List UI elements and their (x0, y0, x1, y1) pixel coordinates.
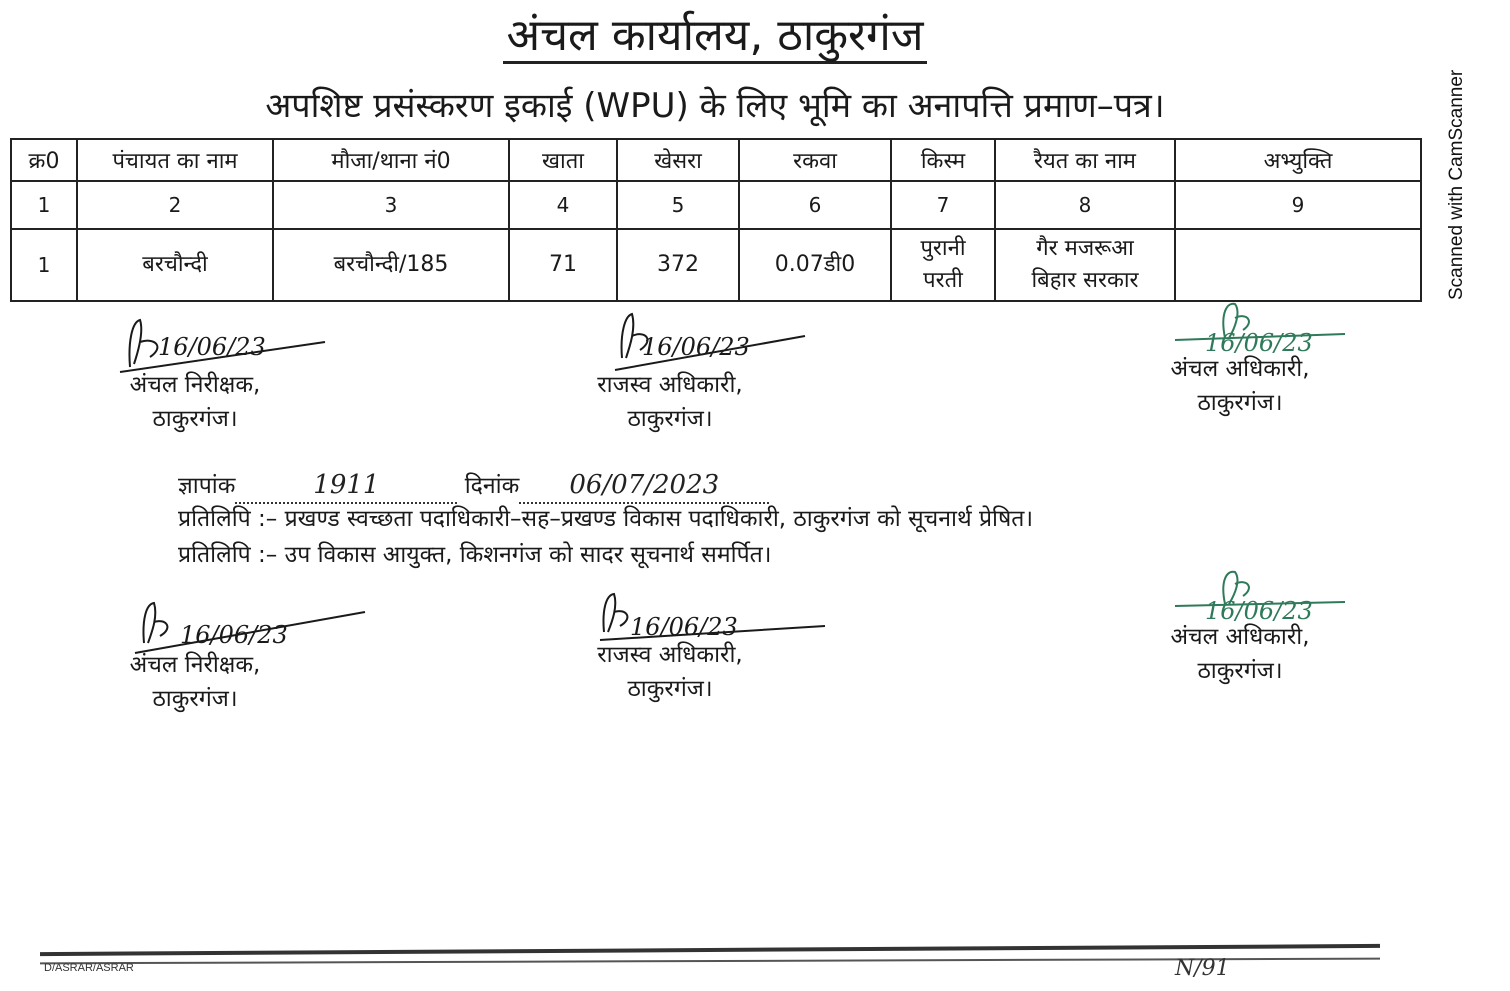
column-number: 2 (77, 181, 273, 229)
signature-place: ठाकुरगंज। (152, 406, 238, 432)
signature-place: ठाकुरगंज। (1197, 390, 1283, 416)
raiyat-line: गैर मजरूआ (1036, 236, 1134, 261)
col-header: किस्म (891, 139, 995, 181)
copy-line-1: प्रतिलिपि :– प्रखण्ड स्वच्छता पदाधिकारी–सह–प्रखण्ड विकास पदाधिकारी, ठाकुरगंज को सूचनार्थ प्रेषित। (178, 506, 1034, 532)
cell-panchayat: बरचौन्दी (77, 229, 273, 301)
column-number-row (11, 181, 1421, 229)
column-number: 6 (739, 181, 891, 229)
footer-code: D/ASRAR/ASRAR (44, 962, 134, 974)
signature-place: ठाकुरगंज। (152, 686, 238, 712)
col-header: मौजा/थाना नं0 (273, 139, 509, 181)
cell-khesra: 372 (617, 229, 739, 301)
memo-reference-line (178, 468, 769, 504)
col-header: पंचायत का नाम (77, 139, 273, 181)
column-number: 8 (995, 181, 1175, 229)
col-header: अभ्युक्ति (1175, 139, 1421, 181)
col-header: रैयत का नाम (995, 139, 1175, 181)
signature-date: 16/06/23 (180, 621, 288, 649)
col-header: क्र0 (11, 139, 77, 181)
signature-role: अंचल अधिकारी, (1170, 356, 1310, 382)
gyapank-value: 1911 (235, 468, 457, 504)
footer-handwritten-note: N/91 (1175, 956, 1230, 981)
cell-khata: 71 (509, 229, 617, 301)
land-details-table (10, 138, 1422, 302)
col-header: रकवा (739, 139, 891, 181)
dinank-label: दिनांक (464, 473, 520, 499)
scan-watermark: Scanned with CamScanner (1446, 69, 1467, 300)
cell-remarks (1175, 229, 1421, 301)
signature-block-co-bottom (1145, 566, 1335, 688)
certificate-subtitle: अपशिष्ट प्रसंस्करण इकाई (WPU) के लिए भूमि का अनापत्ति प्रमाण–पत्र। (265, 86, 1165, 126)
signature-date: 16/06/23 (158, 333, 266, 361)
footer-rule (40, 944, 1380, 956)
signature-block-inspector-top (100, 312, 290, 436)
signature-role: अंचल अधिकारी, (1170, 624, 1310, 650)
signature-date: 16/06/23 (642, 333, 750, 361)
dinank-value: 06/07/2023 (519, 468, 769, 504)
cell-sl: 1 (11, 229, 77, 301)
signature-role: अंचल निरीक्षक, (129, 652, 261, 678)
signature-role: राजस्व अधिकारी, (597, 372, 743, 398)
col-header: खाता (509, 139, 617, 181)
signature-block-revenue-bottom (570, 590, 770, 706)
office-title-text: अंचल कार्यालय, ठाकुरगंज (503, 10, 928, 64)
cell-rakwa: 0.07डी0 (739, 229, 891, 301)
column-number: 7 (891, 181, 995, 229)
signature-block-inspector-bottom (100, 598, 290, 716)
signature-block-co-top (1145, 298, 1335, 420)
signature-role: अंचल निरीक्षक, (129, 372, 261, 398)
column-number: 3 (273, 181, 509, 229)
column-number: 4 (509, 181, 617, 229)
table-header-row (11, 139, 1421, 181)
signature-date: 16/06/23 (630, 613, 738, 641)
column-number: 1 (11, 181, 77, 229)
signature-date: 16/06/23 (1205, 329, 1313, 357)
signature-place: ठाकुरगंज। (627, 676, 713, 702)
signature-role: राजस्व अधिकारी, (597, 642, 743, 668)
col-header: खेसरा (617, 139, 739, 181)
signature-block-revenue-top (570, 308, 770, 436)
office-title (0, 8, 1430, 64)
column-number: 9 (1175, 181, 1421, 229)
cell-mauja: बरचौन्दी/185 (273, 229, 509, 301)
signature-place: ठाकुरगंज। (1197, 658, 1283, 684)
kism-line: परती (923, 268, 963, 293)
kism-line: पुरानी (920, 236, 966, 261)
copy-line-2: प्रतिलिपि :– उप विकास आयुक्त, किशनगंज को सादर सूचनार्थ समर्पित। (178, 542, 772, 568)
signature-place: ठाकुरगंज। (627, 406, 713, 432)
table-row (11, 229, 1421, 301)
signature-date: 16/06/23 (1205, 597, 1313, 625)
cell-raiyat (995, 229, 1175, 301)
column-number: 5 (617, 181, 739, 229)
raiyat-line: बिहार सरकार (1031, 268, 1139, 293)
cell-kism (891, 229, 995, 301)
gyapank-label: ज्ञापांक (178, 473, 236, 499)
